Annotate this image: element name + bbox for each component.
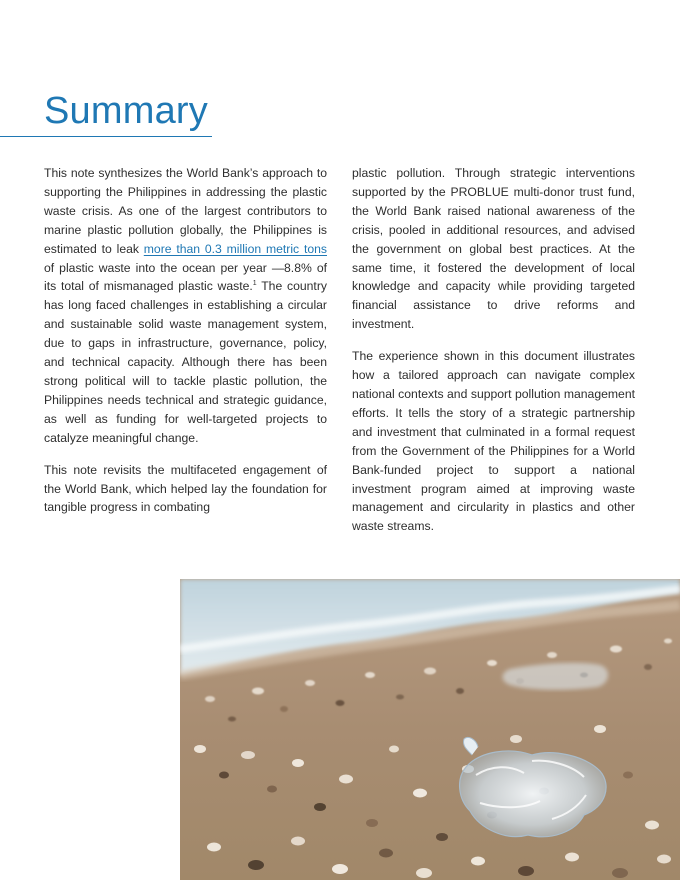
right-paragraph-1: plastic pollution. Through strategic interventions supported by the PROBLUE multi-donor trust fund, the World Bank raised national awareness of the crisis, pooled in additional resources, and advised the government on global best practices. At the same time, it fostered the development of local knowledge and capacity while providing targeted financial assistance to drive reforms and investment. [352,166,635,332]
left-paragraph-1 [44,164,327,448]
left-text-column [44,164,327,530]
left-p1-text-after-link: of plastic waste into the ocean per year —8.8% of its total of mismanaged plastic waste. [44,260,327,294]
metric-tons-link[interactable]: more than 0.3 million metric tons [143,241,327,256]
title-underline-rule [0,136,212,137]
left-p1-text-after-footnote: The country has long faced challenges in establishing a circular and sustainable solid waste management system, due to gaps in infrastructure, governance, policy, and technical capacity. Although there has been strong political will to tackle plastic pollution, the Philippines needs technical and strategic guidance, as well as funding for well-targeted projects to catalyze meaningful change. [44,279,327,445]
page-title: Summary [44,90,208,132]
right-paragraph-2: The experience shown in this document illustrates how a tailored approach can navigate complex national contexts and support pollution management efforts. It tells the story of a strategic partnership and investment that culminated in a formal request from the Government of the Philippines for a World Bank-funded project to support a national investment program aimed at improving waste management and circularity in plastics and other waste streams. [352,349,635,534]
left-paragraph-2: This note revisits the multifaceted engagement of the World Bank, which helped lay the foundation for tangible progress in combating [44,462,327,515]
beach-plastic-photo [180,579,680,880]
footnote-marker[interactable]: 1 [252,280,257,288]
right-text-column [352,164,635,549]
left-p1-text-before-link: This note synthesizes the World Bank’s approach to supporting the Philippines in addressing the plastic waste crisis. As one of the largest contributors to marine plastic pollution globally, the Philippines is estimated to leak [44,166,327,256]
